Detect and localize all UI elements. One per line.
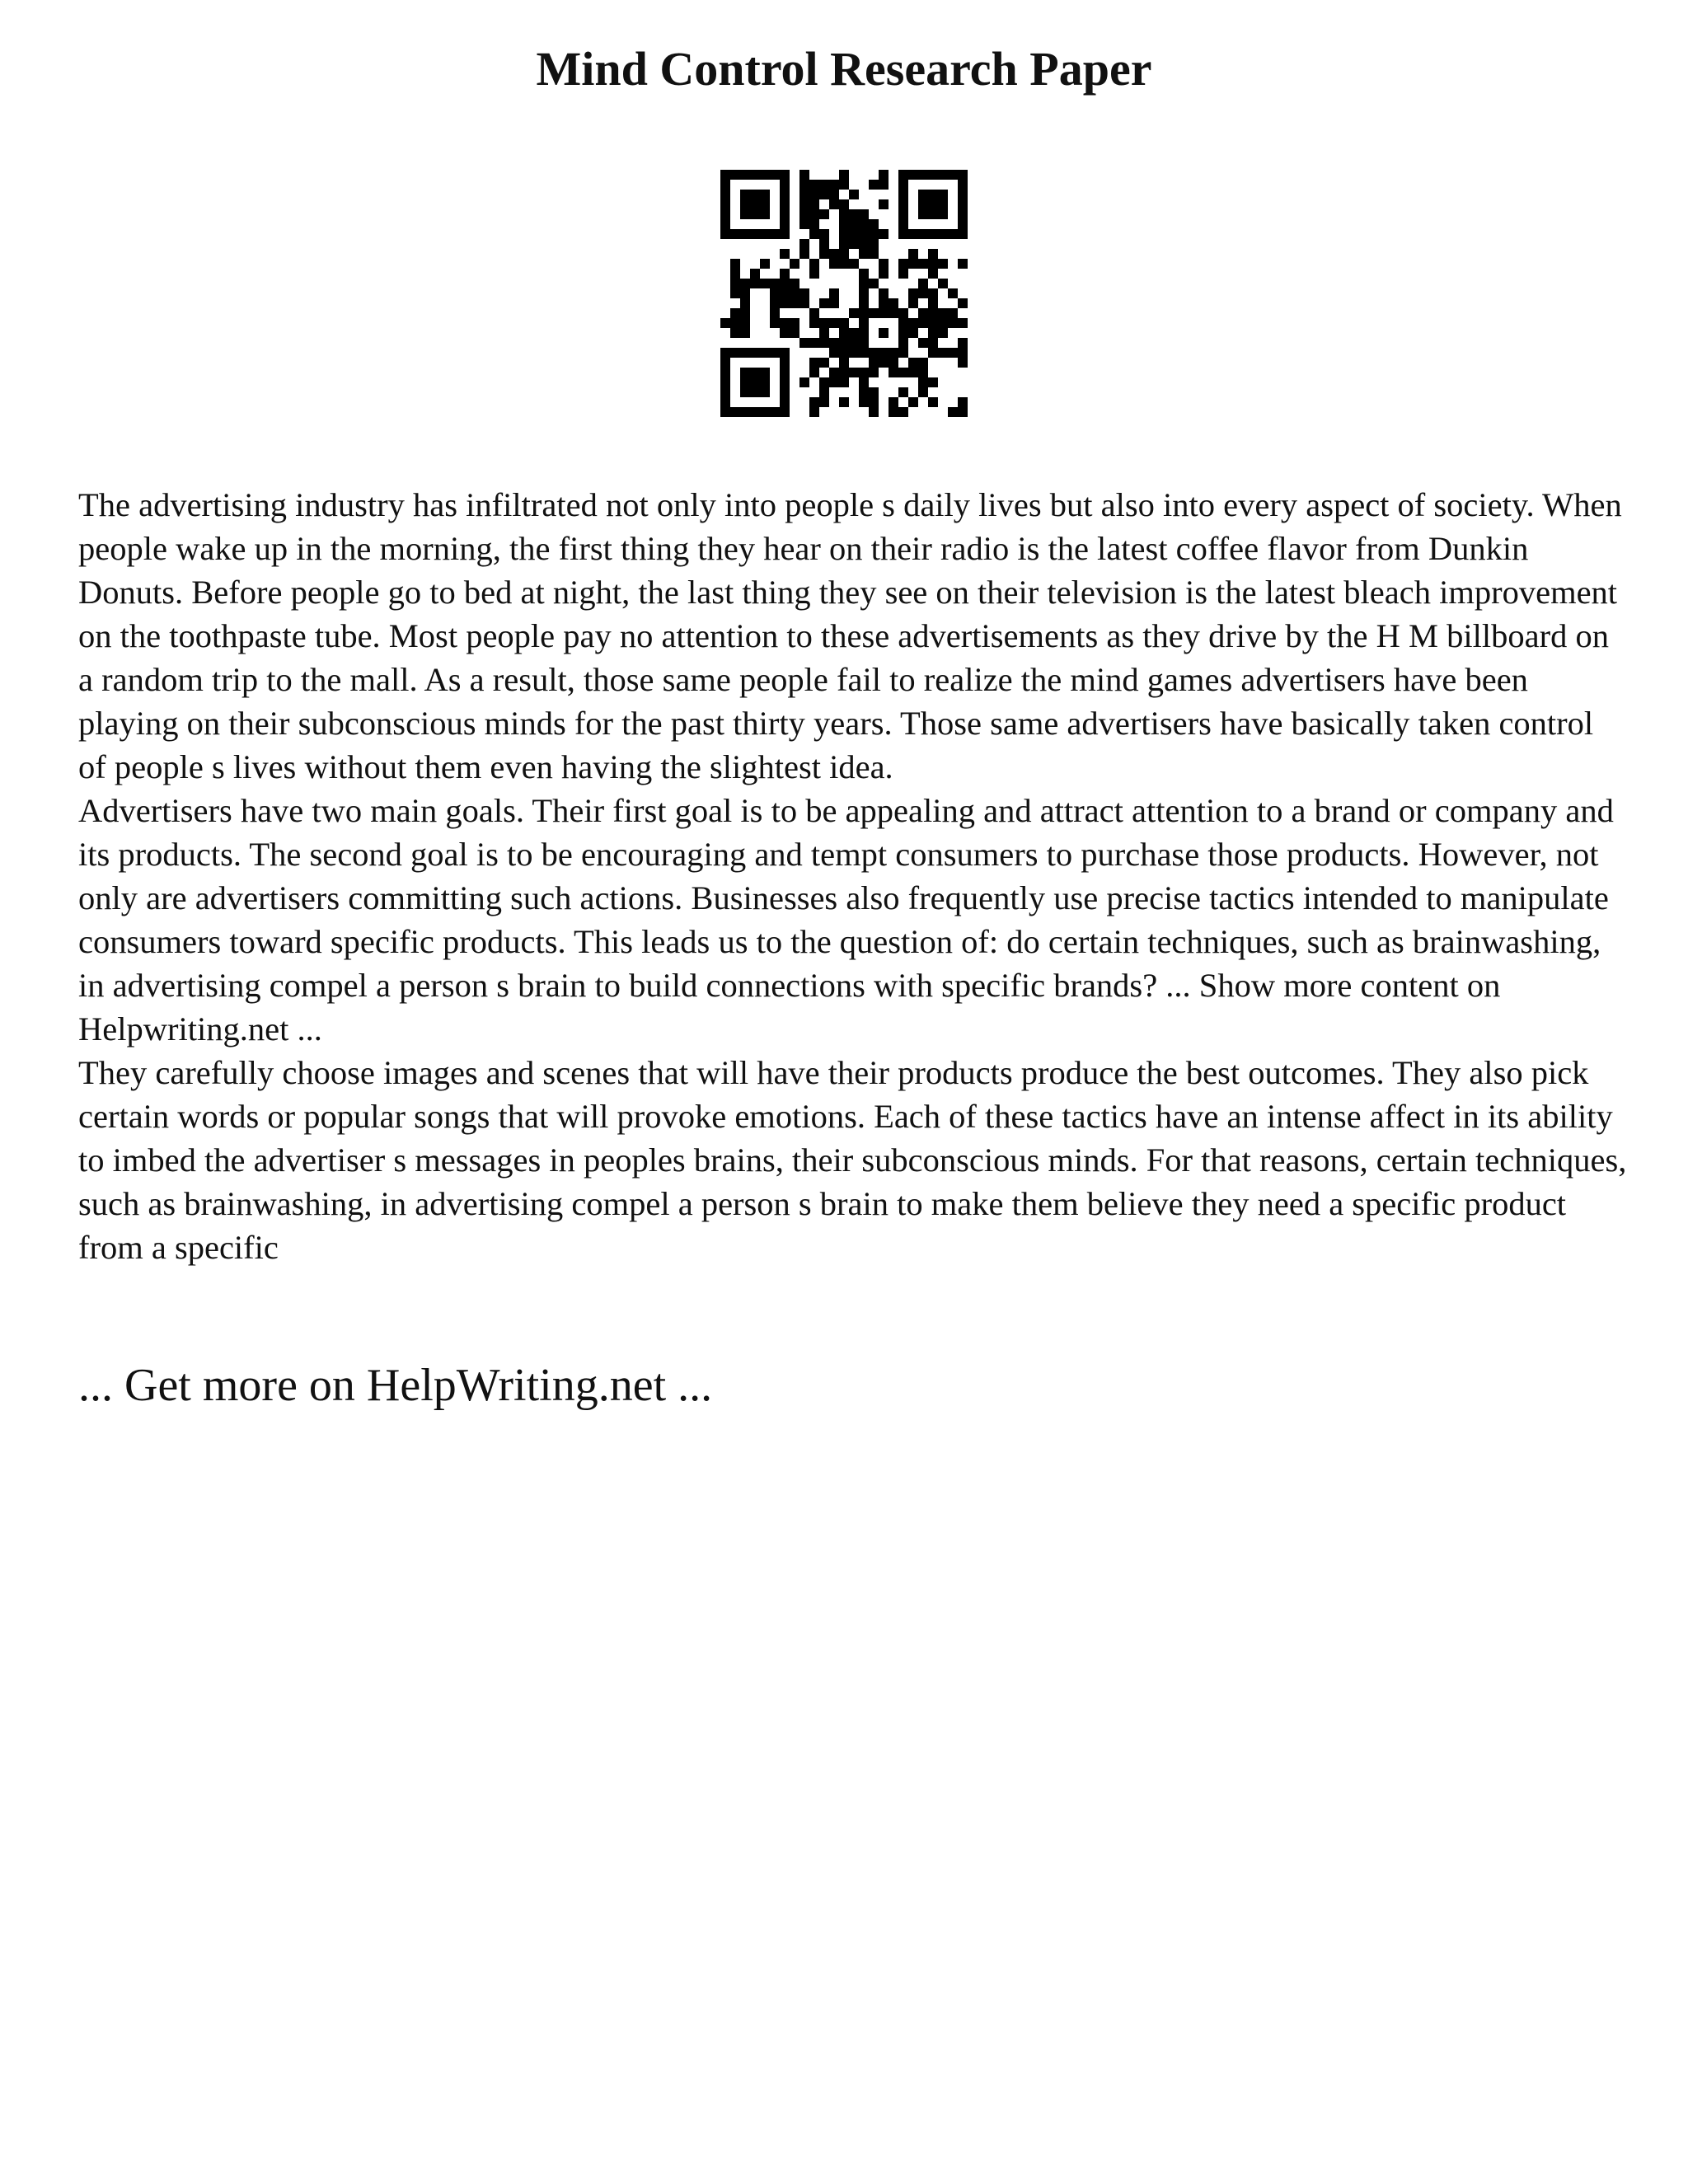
page-title: Mind Control Research Paper [536,42,1152,96]
body-text [78,483,1628,1269]
paragraph: Advertisers have two main goals. Their first goal is to be appealing and attract attention to a brand or company and its products. The second goal is to be encouraging and tempt consumers to purchase those products. However, not only are advertisers committing such actions. Businesses also frequently use precise tactics intended to manipulate consumers toward specific products. This leads us to the question of: do certain techniques, such as brainwashing, in advertising compel a person s brain to build connections with specific brands? ... Show more content on Helpwriting.net ... [78,792,1614,1047]
qr-code [720,170,968,417]
paragraph: The advertising industry has infiltrated not only into people s daily lives but also into every aspect of society. When people wake up in the morning, the first thing they hear on their radio is the latest coffee flavor from Dunkin Donuts. Before people go to bed at night, the last thing they see on their television is the latest bleach improvement on the toothpaste tube. Most people pay no attention to these advertisements as they drive by the H M billboard on a random trip to the mall. As a result, those same people fail to realize the mind games advertisers have been playing on their subconscious minds for the past thirty years. Those same advertisers have basically taken control of people s lives without them even having the slightest idea. [78,486,1622,785]
paragraph: They carefully choose images and scenes that will have their products produce the best outcomes. They also pick certain words or popular songs that will provoke emotions. Each of these tactics have an intense affect in its ability to imbed the advertiser s messages in peoples brains, their subconscious minds. For that reasons, certain techniques, such as brainwashing, in advertising compel a person s brain to make them believe they need a specific product from a specific [78,1054,1627,1266]
get-more-link[interactable]: ... Get more on HelpWriting.net ... [78,1360,713,1411]
qr-code-icon [720,170,968,417]
